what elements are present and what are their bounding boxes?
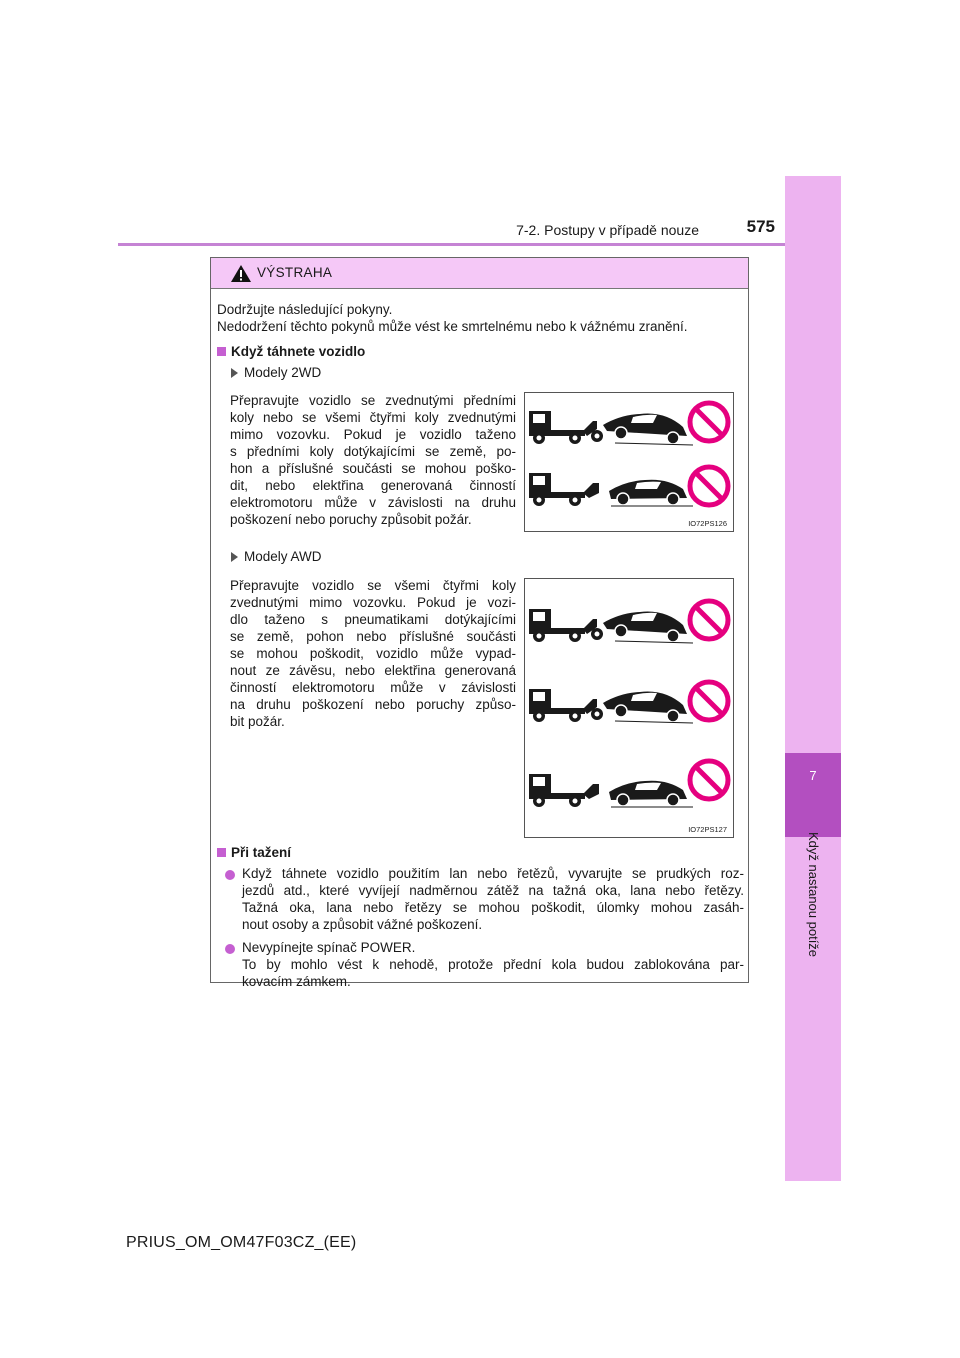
figure-awd-id: IO72PS127: [688, 825, 727, 834]
tow-truck-icon: [529, 609, 603, 642]
figure-awd: [524, 578, 734, 838]
prohibition-icon: [690, 467, 728, 505]
header-rule: [118, 243, 785, 246]
tow-truck-icon: [529, 411, 603, 444]
bullet-2-line: Nevypínejte spínač POWER.: [242, 940, 416, 955]
towing-heading: [217, 343, 365, 360]
prohibition-icon: [690, 761, 728, 799]
bullet-1-line: Když táhnete vozidlo použitím lan nebo řetězů, vyvarujte se prudkých roz-: [242, 866, 744, 881]
car-lifted-front-icon: [609, 781, 693, 807]
tow-truck-icon: [529, 689, 603, 722]
text-awd-line: se země, pohon nebo příslušné součásti: [230, 629, 516, 644]
text-2wd-line: mimo vozovku. Pokud je vozidlo taženo: [230, 427, 516, 442]
square-bullet-icon: [217, 848, 226, 857]
pulling-heading: [217, 844, 291, 861]
warning-box: [210, 257, 749, 989]
figure-2wd: [524, 392, 734, 532]
warning-title: VÝSTRAHA: [257, 265, 333, 280]
warning-header: [211, 258, 748, 289]
bullet-2-line: kovacím zámkem.: [242, 974, 351, 989]
chapter-number: 7: [809, 768, 817, 783]
bullet-1-line: nout osoby a způsobit vážné poškození.: [242, 917, 483, 932]
models-2wd-label: Modely 2WD: [244, 365, 322, 380]
text-2wd: [230, 392, 516, 528]
header-section-title: 7-2. Postupy v případě nouze: [516, 222, 699, 238]
bullet-2-line: To by mohlo vést k nehodě, protože přední kola budou zablokována par-: [242, 957, 744, 972]
bullet-1-line: Tažná oka, lana nebo řetězy se mohou poškodit, úlomky mohou zasáh-: [242, 900, 744, 915]
warning-intro-2: Nedodržení těchto pokynů může vést ke smrtelnému nebo k vážnému zranění.: [217, 319, 688, 334]
side-chapter-tab: [785, 176, 841, 1181]
car-lifted-rear-icon: [603, 414, 693, 445]
warning-triangle-icon: [230, 264, 252, 283]
car-lifted-front-icon: [609, 480, 693, 506]
text-awd-line: zvednutými mimo vozovku. Pokud je vozi-: [230, 595, 516, 610]
pulling-heading-text: Při tažení: [231, 845, 292, 860]
tow-illustration-awd: [525, 579, 733, 837]
text-2wd-line: elektromotoru může v závislosti na druhu: [230, 495, 516, 510]
chapter-title: Když nastanou potíže: [806, 832, 821, 958]
square-bullet-icon: [217, 347, 226, 356]
text-awd-line: nout ze závěsu, nebo elektřina generovaná: [230, 663, 516, 678]
tow-truck-icon: [529, 473, 599, 506]
text-2wd-line: hon a příslušné součásti se mohou poško-: [230, 461, 516, 476]
text-awd-line: Přepravujte vozidlo se všemi čtyřmi koly: [230, 578, 516, 593]
footer-document-code: PRIUS_OM_OM47F03CZ_(EE): [126, 1234, 357, 1251]
bullet-2: [242, 939, 744, 990]
tow-illustration-2wd: [525, 393, 733, 531]
prohibition-icon: [690, 601, 728, 639]
models-awd-label: Modely AWD: [244, 549, 322, 564]
car-lifted-rear-icon: [603, 692, 693, 723]
round-bullet-icon: [225, 870, 235, 880]
text-awd-line: dlo taženo s pneumatikami dotýkajícími: [230, 612, 516, 627]
page-number: 575: [746, 217, 775, 236]
text-2wd-line: koly nebo se všemi čtyřmi koly zvednutými: [230, 410, 516, 425]
car-lifted-rear-icon: [603, 612, 693, 643]
bullet-1-line: jezdů atd., které vyvíjejí nadměrnou zátěž na tažná oka, lana nebo řetězy.: [242, 883, 744, 898]
models-awd: [231, 548, 322, 565]
text-awd: [230, 577, 516, 730]
text-awd-line: činností elektromotoru může v závislosti: [230, 680, 516, 695]
towing-heading-text: Když táhnete vozidlo: [231, 344, 366, 359]
prohibition-icon: [690, 403, 728, 441]
tow-truck-icon: [529, 774, 599, 807]
text-2wd-line: Přepravujte vozidlo se zvednutými předními: [230, 393, 516, 408]
text-2wd-line: s předními koly dotýkajícími se země, po-: [230, 444, 516, 459]
text-awd-line: bit požár.: [230, 714, 285, 729]
arrow-right-icon: [231, 552, 238, 562]
models-2wd: [231, 364, 321, 381]
figure-2wd-id: IO72PS126: [688, 519, 727, 528]
arrow-right-icon: [231, 368, 238, 378]
warning-intro-1: Dodržujte následující pokyny.: [217, 302, 393, 317]
text-awd-line: na druhu poškození nebo poruchy způso-: [230, 697, 516, 712]
text-2wd-line: poškození nebo poruchy způsobit požár.: [230, 512, 472, 527]
text-2wd-line: dit, nebo elektřina generovaná činností: [230, 478, 516, 493]
prohibition-icon: [690, 682, 728, 720]
text-awd-line: se mohou poškodit, vozidlo může vypad-: [230, 646, 516, 661]
round-bullet-icon: [225, 944, 235, 954]
bullet-1: [242, 865, 744, 933]
chapter-tab-active[interactable]: [785, 753, 841, 837]
